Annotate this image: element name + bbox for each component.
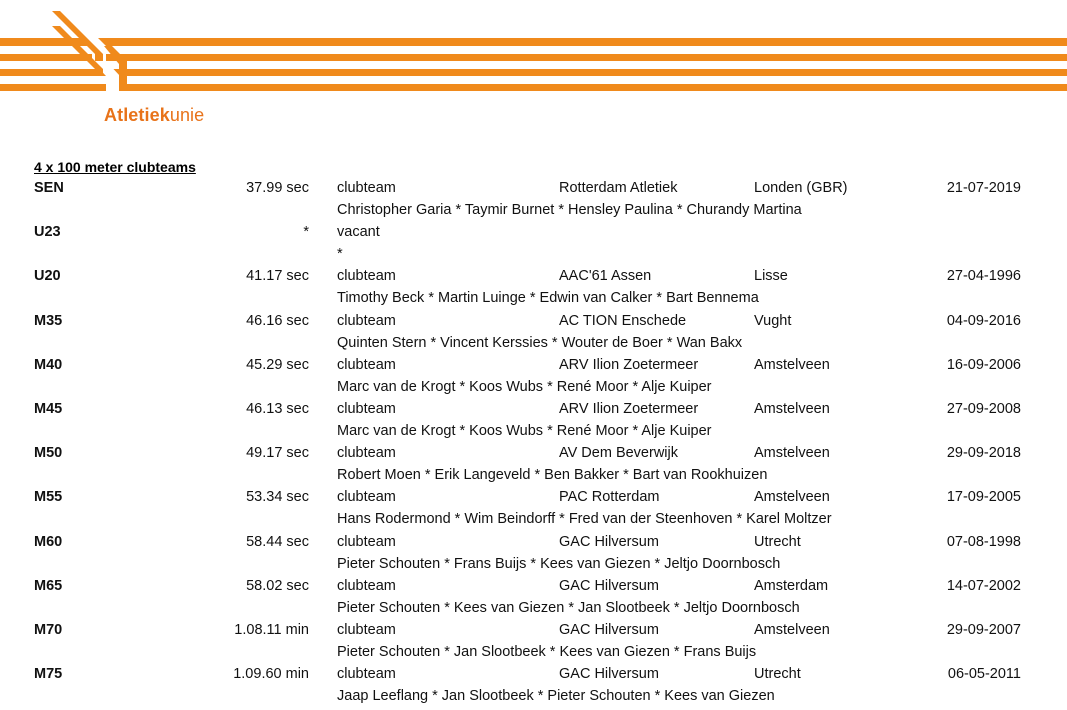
performance-value: 46.13 sec xyxy=(246,400,309,417)
stripe-2 xyxy=(0,54,1067,61)
category-label: M45 xyxy=(34,400,63,417)
brand-bold: Atletiek xyxy=(104,105,170,125)
venue: Utrecht xyxy=(754,666,801,683)
section-title: 4 x 100 meter clubteams xyxy=(34,159,196,175)
athlete-names: Christopher Garia * Taymir Burnet * Hensley Paulina * Churandy Martina xyxy=(337,202,802,218)
category-label: M50 xyxy=(34,445,63,462)
team-type: clubteam xyxy=(337,180,396,196)
athlete-names: Marc van de Krogt * Koos Wubs * René Moor * Alje Kuiper xyxy=(337,422,712,439)
record-date: 14-07-2002 xyxy=(946,577,1021,594)
category-label: M40 xyxy=(34,356,63,373)
club-name: ARV Ilion Zoetermeer xyxy=(559,400,699,417)
category-label: U20 xyxy=(34,268,61,285)
category-label: M70 xyxy=(34,621,63,638)
club-name: AC TION Enschede xyxy=(559,312,687,329)
performance-value: * xyxy=(303,224,309,241)
record-date: 04-09-2016 xyxy=(946,312,1021,329)
record-row xyxy=(0,178,1067,222)
club-name: Rotterdam Atletiek xyxy=(559,180,678,196)
performance-value: 53.34 sec xyxy=(246,489,309,506)
club-name: GAC Hilversum xyxy=(559,533,659,550)
club-name: AAC'61 Assen xyxy=(559,268,652,285)
athlete-names: Timothy Beck * Martin Luinge * Edwin van Calker * Bart Bennema xyxy=(337,290,759,307)
team-type: clubteam xyxy=(337,577,396,594)
team-type: clubteam xyxy=(337,533,396,550)
category-label: M60 xyxy=(34,533,63,550)
category-label: M75 xyxy=(34,666,63,683)
team-type: vacant xyxy=(337,224,380,241)
record-date: 27-04-1996 xyxy=(946,268,1021,285)
club-name: PAC Rotterdam xyxy=(559,489,660,506)
record-date: 07-08-1998 xyxy=(946,533,1021,550)
stripe-4 xyxy=(0,84,1067,91)
performance-value: 41.17 sec xyxy=(246,268,309,285)
athlete-names: Marc van de Krogt * Koos Wubs * René Moor * Alje Kuiper xyxy=(337,378,712,395)
venue: Vught xyxy=(754,312,792,329)
club-name: AV Dem Beverwijk xyxy=(559,445,678,462)
record-date: 29-09-2018 xyxy=(946,445,1021,462)
venue: Amstelveen xyxy=(754,445,830,462)
record-row xyxy=(0,311,1067,355)
venue: Utrecht xyxy=(754,533,801,550)
stripe-1 xyxy=(0,38,1067,46)
record-date: 29-09-2007 xyxy=(946,621,1021,638)
athlete-names: Pieter Schouten * Kees van Giezen * Jan Slootbeek * Jeltjo Doornbosch xyxy=(337,599,800,616)
club-name: GAC Hilversum xyxy=(559,666,659,683)
brand-name xyxy=(104,105,204,126)
team-type: clubteam xyxy=(337,400,396,417)
record-row xyxy=(0,266,1067,310)
record-date: 21-07-2019 xyxy=(946,180,1021,196)
club-name: GAC Hilversum xyxy=(559,621,659,638)
athlete-names: Pieter Schouten * Jan Slootbeek * Kees van Giezen * Frans Buijs xyxy=(337,643,757,660)
record-row xyxy=(0,664,1067,708)
category-label: U23 xyxy=(34,224,61,241)
venue: Amstelveen xyxy=(754,621,830,638)
venue: Amstelveen xyxy=(754,489,830,506)
team-type: clubteam xyxy=(337,489,396,506)
team-type: clubteam xyxy=(337,312,396,329)
team-type: clubteam xyxy=(337,356,396,373)
venue: Amstelveen xyxy=(754,400,830,417)
record-row xyxy=(0,487,1067,531)
performance-value: 58.02 sec xyxy=(246,577,309,594)
performance-value: 46.16 sec xyxy=(246,312,309,329)
team-type: clubteam xyxy=(337,268,396,285)
athlete-names: Hans Rodermond * Wim Beindorff * Fred van der Steenhoven * Karel Moltzer xyxy=(337,511,832,528)
performance-value: 1.08.11 min xyxy=(234,621,309,638)
team-type: clubteam xyxy=(337,621,396,638)
record-row xyxy=(0,222,1067,266)
performance-value: 1.09.60 min xyxy=(233,666,309,683)
venue: Lisse xyxy=(754,268,788,285)
performance-value: 37.99 sec xyxy=(246,180,309,196)
athlete-names: Quinten Stern * Vincent Kerssies * Wouter de Boer * Wan Bakx xyxy=(337,334,743,351)
category-label: M35 xyxy=(34,312,63,329)
team-type: clubteam xyxy=(337,445,396,462)
category-label: M55 xyxy=(34,489,63,506)
venue: Amsterdam xyxy=(754,577,829,594)
record-date: 17-09-2005 xyxy=(946,489,1021,506)
club-name: GAC Hilversum xyxy=(559,577,659,594)
record-row xyxy=(0,532,1067,576)
record-row xyxy=(0,355,1067,399)
stripe-3 xyxy=(0,69,1067,76)
record-date: 06-05-2011 xyxy=(947,666,1021,683)
athlete-names: Robert Moen * Erik Langeveld * Ben Bakker * Bart van Rookhuizen xyxy=(337,467,768,484)
record-row xyxy=(0,443,1067,487)
performance-value: 49.17 sec xyxy=(246,445,309,462)
record-row xyxy=(0,399,1067,443)
category-label: M65 xyxy=(34,577,63,594)
team-type: clubteam xyxy=(337,666,396,683)
venue: Londen (GBR) xyxy=(754,180,848,196)
record-date: 16-09-2006 xyxy=(946,356,1021,373)
category-label: SEN xyxy=(34,180,64,196)
athlete-names: * xyxy=(337,246,343,263)
performance-value: 58.44 sec xyxy=(246,533,309,550)
venue: Amstelveen xyxy=(754,356,830,373)
club-name: ARV Ilion Zoetermeer xyxy=(559,356,699,373)
record-row xyxy=(0,620,1067,664)
performance-value: 45.29 sec xyxy=(246,356,309,373)
records-table xyxy=(0,178,1067,708)
record-date: 27-09-2008 xyxy=(946,400,1021,417)
brand-light: unie xyxy=(169,105,205,125)
athlete-names: Jaap Leeflang * Jan Slootbeek * Pieter Schouten * Kees van Giezen xyxy=(337,688,775,705)
athlete-names: Pieter Schouten * Frans Buijs * Kees van Giezen * Jeltjo Doornbosch xyxy=(337,555,781,572)
record-row xyxy=(0,576,1067,620)
